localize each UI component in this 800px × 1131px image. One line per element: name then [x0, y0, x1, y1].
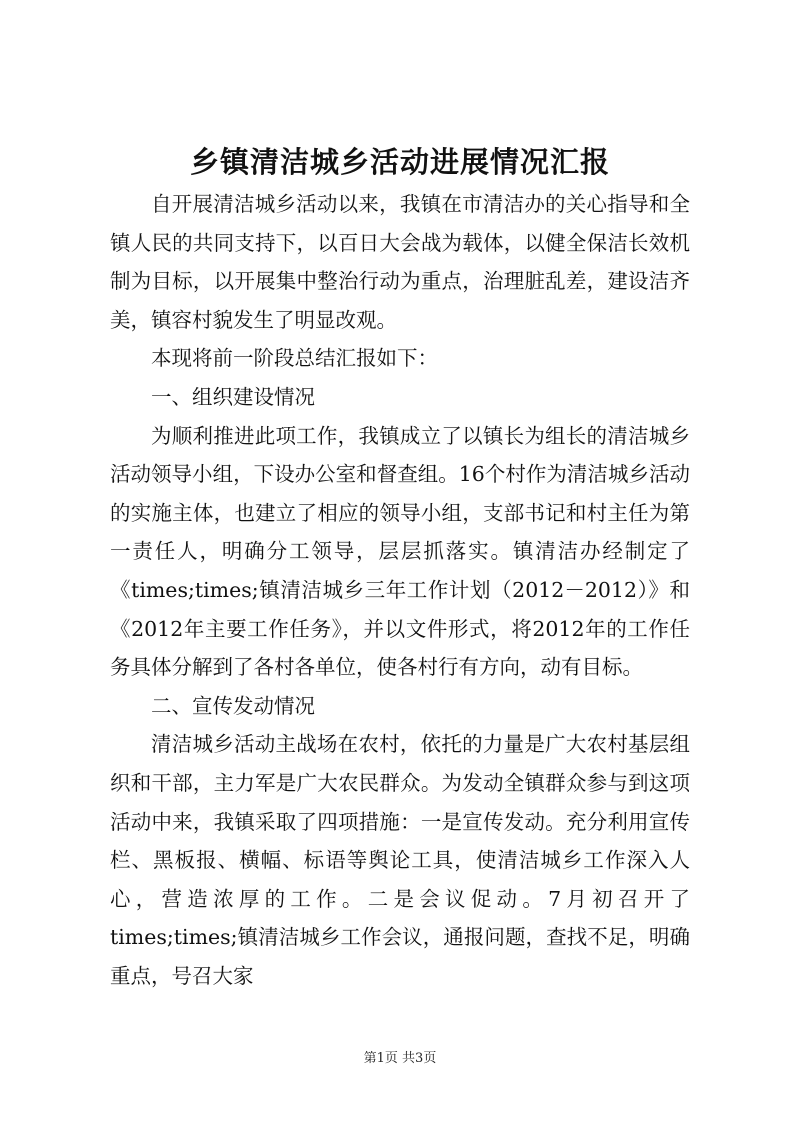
summary-lead-paragraph: 本现将前一阶段总结汇报如下：: [151, 346, 438, 371]
intro-paragraph: 自开展清洁城乡活动以来，我镇在市清洁办的关心指导和全镇人民的共同支持下，以百日大会战为载体，以健全保洁长效机制为目标，以开展集中整治行动为重点，治理脏乱差，建设洁齐美，镇容村貌发生了明显改观。: [110, 192, 690, 332]
organization-paragraph: 为顺利推进此项工作，我镇成立了以镇长为组长的清洁城乡活动领导小组，下设办公室和督查组。16个村作为清洁城乡活动的实施主体，也建立了相应的领导小组，支部书记和村主任为第一责任人，明确分工领导，层层抓落实。镇清洁办经制定了《times;times;镇清洁城乡三年工作计划（2012－2012）》和《2012年主要工作任务》，并以文件形式，将2012年的工作任务具体分解到了各村各单位，使各村行有方向，动有目标。: [110, 423, 690, 680]
publicity-paragraph: 清洁城乡活动主战场在农村，依托的力量是广大农村基层组织和干部，主力军是广大农民群众。为发动全镇群众参与到这项活动中来，我镇采取了四项措施：一是宣传发动。充分利用宣传栏、黑板报、横幅、标语等舆论工具，使清洁城乡工作深入人心，营造浓厚的工作。二是会议促动。7月初召开了times;times;镇清洁城乡工作会议，通报问题，查找不足，明确重点，号召大家: [110, 732, 690, 988]
document-title: 乡镇清洁城乡活动进展情况汇报: [189, 145, 610, 179]
section-heading-organization: 一、组织建设情况: [151, 384, 315, 409]
document-body: [110, 185, 690, 995]
section-heading-publicity: 二、宣传发动情况: [151, 693, 315, 718]
page-number-footer: 第1页 共3页: [363, 1051, 437, 1066]
